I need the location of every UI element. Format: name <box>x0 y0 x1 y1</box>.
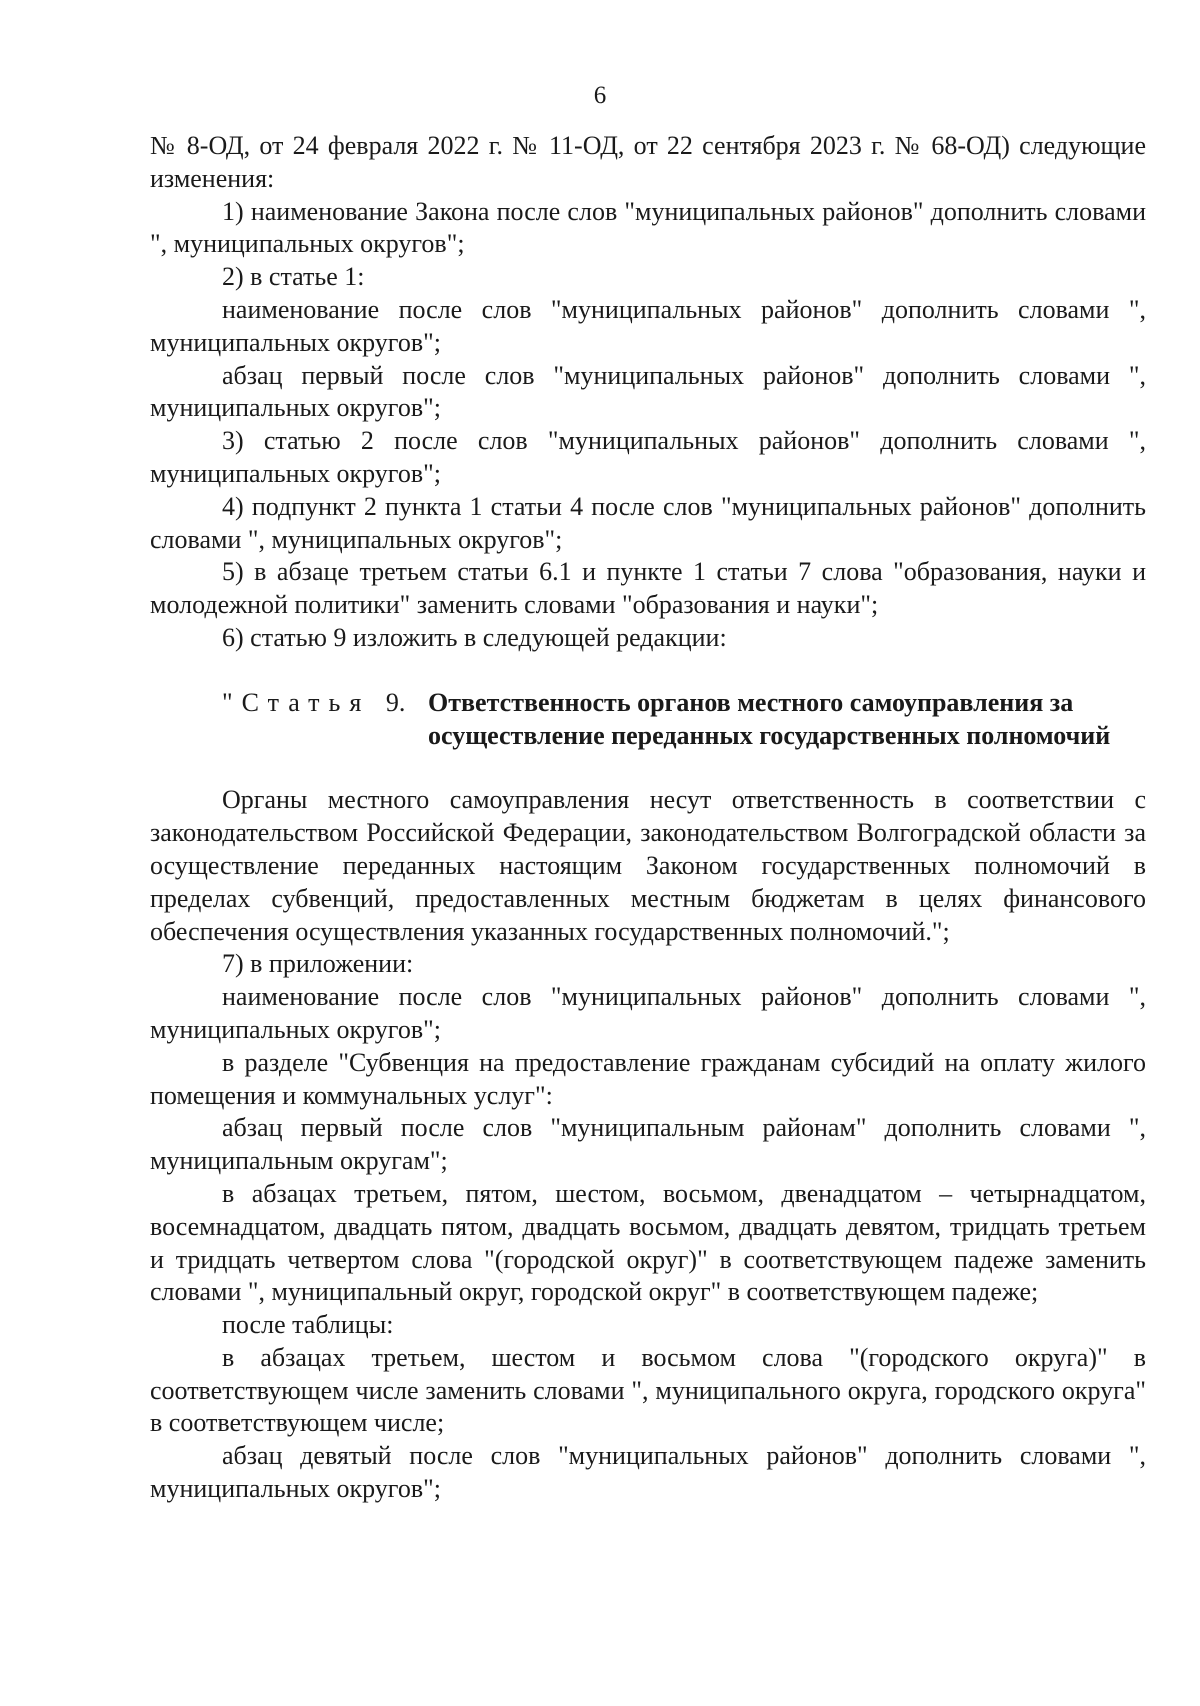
page-number: 6 <box>593 82 607 109</box>
paragraph: наименование после слов "муниципальных районов" дополнить словами ", муниципальных округов"; <box>150 982 1146 1044</box>
paragraph: наименование после слов "муниципальных районов" дополнить словами ", муниципальных округов"; <box>150 294 1146 357</box>
paragraph: 4) подпункт 2 пункта 1 статьи 4 после слов "муниципальных районов" дополнить словами ", муниципальных округов"; <box>150 491 1146 554</box>
paragraph: после таблицы: <box>222 1310 394 1340</box>
paragraphs-before-article <box>150 130 1146 655</box>
paragraph: № 8-ОД, от 24 февраля 2022 г. № 11-ОД, от 22 сентября 2023 г. № 68-ОД) следующие изменения: <box>150 131 1146 193</box>
paragraph: 6) статью 9 изложить в следующей редакции: <box>222 622 727 652</box>
article-heading <box>150 687 1146 753</box>
paragraph: абзац первый после слов "муниципальных районов" дополнить словами ", муниципальных округов"; <box>150 360 1146 423</box>
paragraph: абзац девятый после слов "муниципальных районов" дополнить словами ", муниципальных округов"; <box>150 1441 1146 1504</box>
paragraph: 7) в приложении: <box>222 949 414 979</box>
paragraph: 1) наименование Закона после слов "муниципальных районов" дополнить словами ", муниципальных округов"; <box>150 196 1146 259</box>
paragraph: в разделе "Субвенция на предоставление гражданам субсидий на оплату жилого помещения и коммунальных услуг": <box>150 1047 1146 1110</box>
paragraph: абзац первый после слов "муниципальным районам" дополнить словами ", муниципальным округам"; <box>150 1113 1146 1176</box>
article-label <box>150 687 422 753</box>
article-title: Ответственность органов местного самоуправления за осуществление переданных государственных полномочий <box>428 687 1111 750</box>
paragraph: Органы местного самоуправления несут ответственность в соответствии с законодательством Российской Федерации, законодательством Волгоградской области за осуществление переданных настоящим Законом государственных полномочий в пределах субвенций, предоставленных местным бюджетам в целях финансового обеспечения осуществления указанных государственных полномочий."; <box>150 785 1146 946</box>
paragraph: в абзацах третьем, шестом и восьмом слова "(городского округа)" в соответствующем числе заменить словами ", муниципального округа, городского округа" в соответствующем числе; <box>150 1342 1146 1438</box>
paragraph: 3) статью 2 после слов "муниципальных районов" дополнить словами ", муниципальных округов"; <box>150 426 1146 488</box>
article-word: "Статья <box>222 687 371 717</box>
paragraph: в абзацах третьем, пятом, шестом, восьмом, двенадцатом – четырнадцатом, восемнадцатом, двадцать пятом, двадцать восьмом, двадцать девятом, тридцать третьем и тридцать четвертом слова "(городской округ)" в соответствующем падеже заменить словами ", муниципальный округ, городской округ" в соответствующем падеже; <box>150 1178 1146 1307</box>
document-body <box>150 130 1146 1506</box>
paragraphs-after-article <box>150 784 1146 1506</box>
article-number: 9. <box>385 687 406 717</box>
paragraph: 2) в статье 1: <box>222 262 365 292</box>
paragraph: 5) в абзаце третьем статьи 6.1 и пункте 1 статьи 7 слова "образования, науки и молодежной политики" заменить словами "образования и науки"; <box>150 557 1146 620</box>
